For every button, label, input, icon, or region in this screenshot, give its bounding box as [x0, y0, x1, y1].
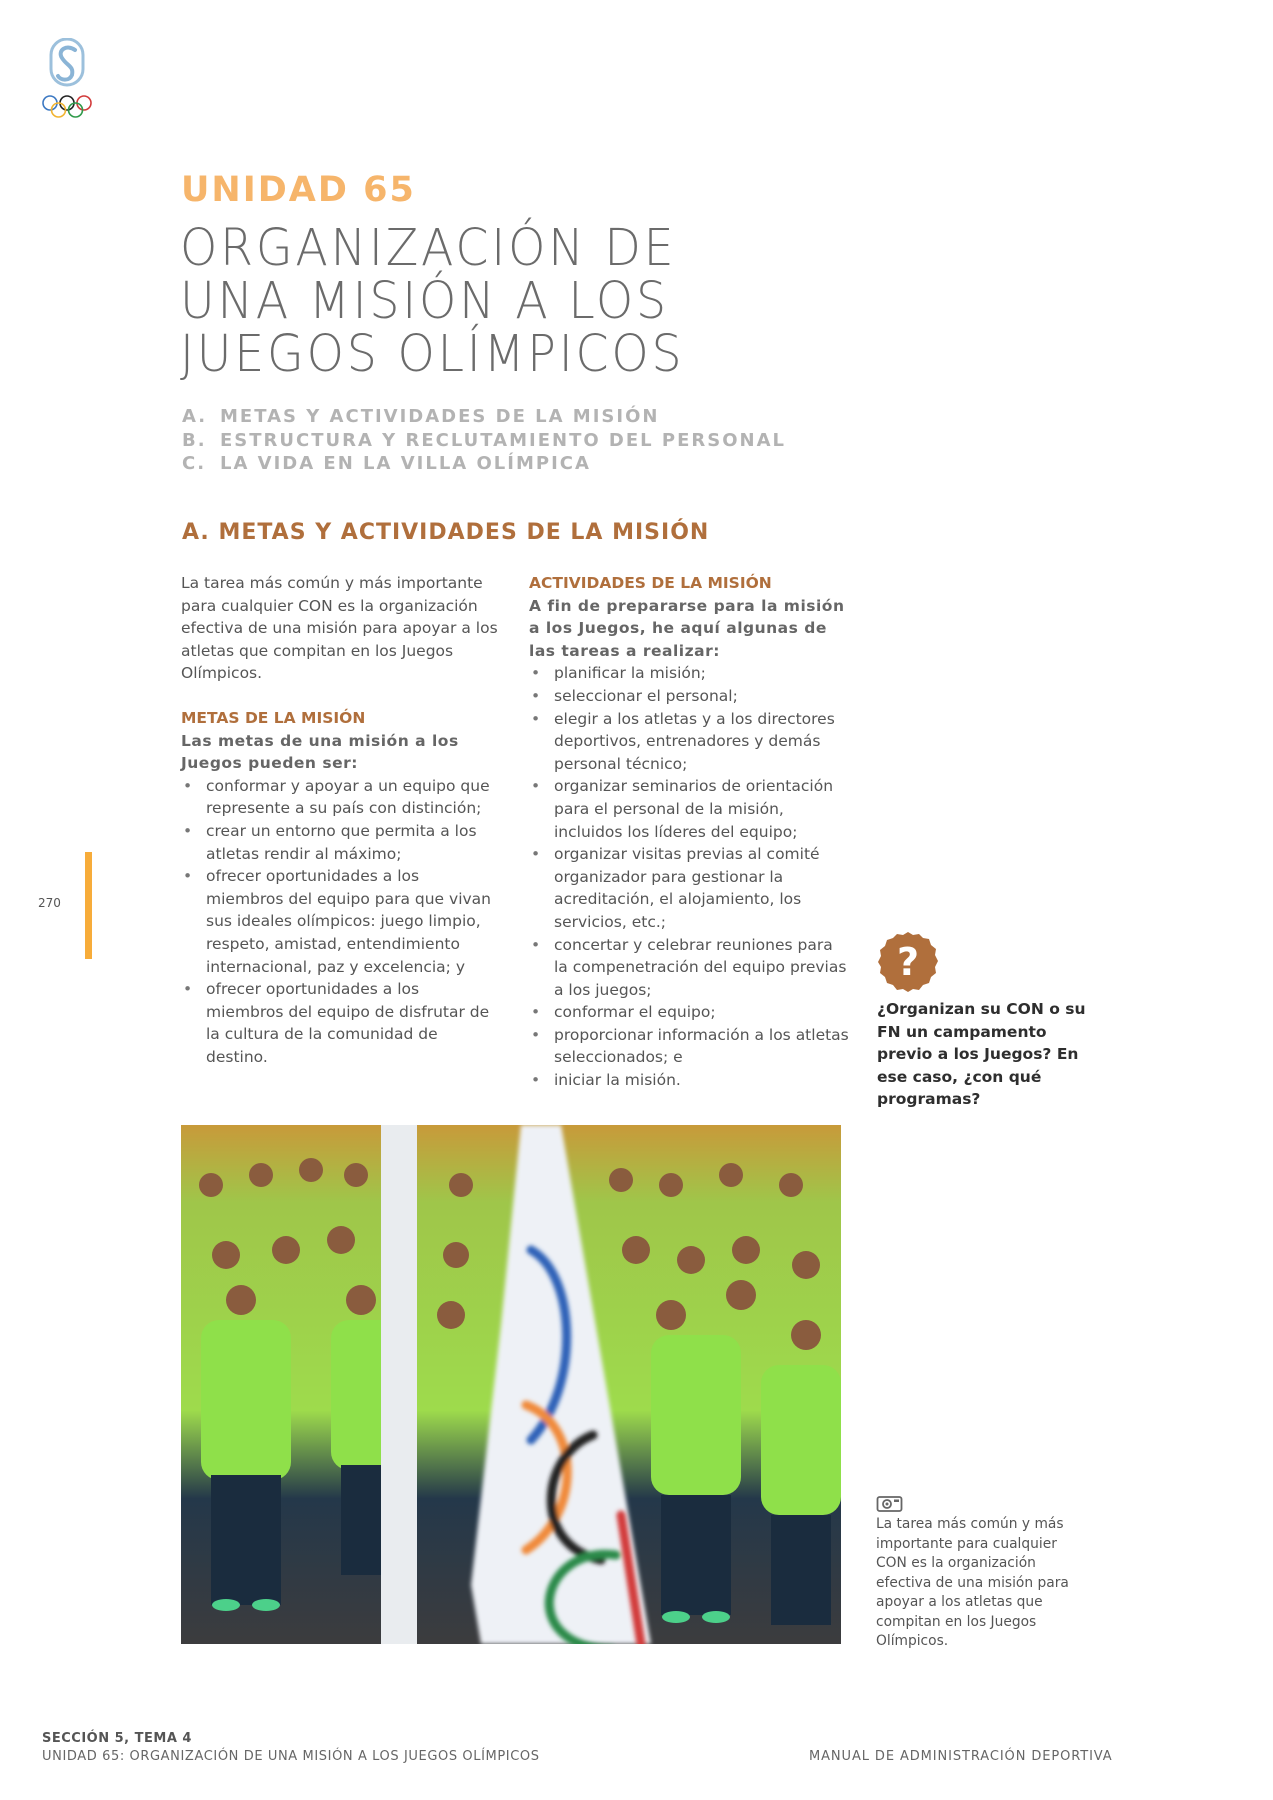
list-item: • conformar el equipo; [529, 1001, 849, 1024]
page-number: 270 [38, 896, 61, 910]
footer-unit: UNIDAD 65: ORGANIZACIÓN DE UNA MISIÓN A LOS JUEGOS OLÍMPICOS [42, 1749, 540, 1764]
unit-contents-list [182, 405, 786, 476]
camera-icon [876, 1493, 903, 1513]
athletes-photo [181, 1125, 841, 1644]
list-item: • organizar seminarios de orientación para el personal de la misión, incluidos los líderes del equipo; [529, 775, 849, 843]
list-item: • ofrecer oportunidades a los miembros del equipo de disfrutar de la cultura de la comunidad de destino. [181, 978, 501, 1068]
photo-caption: La tarea más común y más importante para cualquier CON es la organización efectiva de una misión para apoyar a los atletas que compitan en los Juegos Olímpicos. [876, 1516, 1069, 1649]
list-item: • concertar y celebrar reuniones para la compenetración del equipo previas a los juegos; [529, 934, 849, 1002]
left-column [181, 572, 501, 1068]
list-item: • organizar visitas previas al comité organizador para gestionar la acreditación, el alojamiento, los servicios, etc.; [529, 843, 849, 933]
list-item: • elegir a los atletas y a los directores deportivos, entrenadores y demás personal técnico; [529, 708, 849, 776]
svg-text:?: ? [896, 940, 920, 984]
unit-label: UNIDAD 65 [181, 170, 416, 210]
toc-label: ESTRUCTURA Y RECLUTAMIENTO DEL PERSONAL [220, 429, 786, 451]
toc-letter: A. [182, 406, 208, 427]
toc-item-a [182, 405, 786, 429]
list-item: • planificar la misión; [529, 662, 849, 685]
list-item: • crear un entorno que permita a los atletas rendir al máximo; [181, 820, 501, 865]
goals-subheading: METAS DE LA MISIÓN [181, 708, 366, 727]
footer-manual-title: MANUAL DE ADMINISTRACIÓN DEPORTIVA [809, 1749, 1113, 1764]
goals-list [181, 775, 501, 1069]
reflection-question: ¿Organizan su CON o su FN un campamento previo a los Juegos? En ese caso, ¿con qué programas? [877, 1000, 1086, 1109]
toc-label: LA VIDA EN LA VILLA OLÍMPICA [220, 453, 591, 474]
list-item: • conformar y apoyar a un equipo que represente a su país con distinción; [181, 775, 501, 820]
intro-paragraph: La tarea más común y más importante para cualquier CON es la organización efectiva de una misión para apoyar a los atletas que compitan en los Juegos Olímpicos. [181, 574, 498, 683]
activities-subheading: ACTIVIDADES DE LA MISIÓN [529, 574, 772, 592]
toc-item-c [182, 452, 786, 476]
toc-letter: C. [182, 453, 207, 474]
section-heading: A. METAS Y ACTIVIDADES DE LA MISIÓN [182, 520, 710, 545]
list-item: • ofrecer oportunidades a los miembros del equipo para que vivan sus ideales olímpicos: juego limpio, respeto, amistad, entendimiento internacional, paz y excelencia; y [181, 865, 501, 978]
unit-title-line: ORGANIZACIÓN DE [180, 219, 677, 278]
activities-lead: A fin de prepararse para la misión a los Juegos, he aquí algunas de las tareas a realizar: [529, 596, 845, 660]
list-item: • seleccionar el personal; [529, 685, 849, 708]
goals-lead: Las metas de una misión a los Juegos pueden ser: [181, 731, 459, 773]
question-mark-icon [877, 931, 939, 993]
list-item: • proporcionar información a los atletas seleccionados; e [529, 1024, 849, 1069]
toc-letter: B. [182, 429, 207, 451]
unit-title-line: UNA MISIÓN A LOS [180, 272, 669, 331]
olympic-solidarity-logo [40, 38, 96, 123]
toc-label: METAS Y ACTIVIDADES DE LA MISIÓN [220, 406, 660, 427]
unit-title [180, 219, 722, 384]
footer-section: SECCIÓN 5, TEMA 4 [42, 1731, 192, 1746]
unit-title-line: JUEGOS OLÍMPICOS [180, 325, 685, 384]
toc-item-b [182, 429, 786, 453]
page-accent-bar [85, 852, 92, 959]
activities-list [529, 662, 849, 1091]
list-item: • iniciar la misión. [529, 1069, 849, 1092]
right-column [529, 572, 849, 1092]
